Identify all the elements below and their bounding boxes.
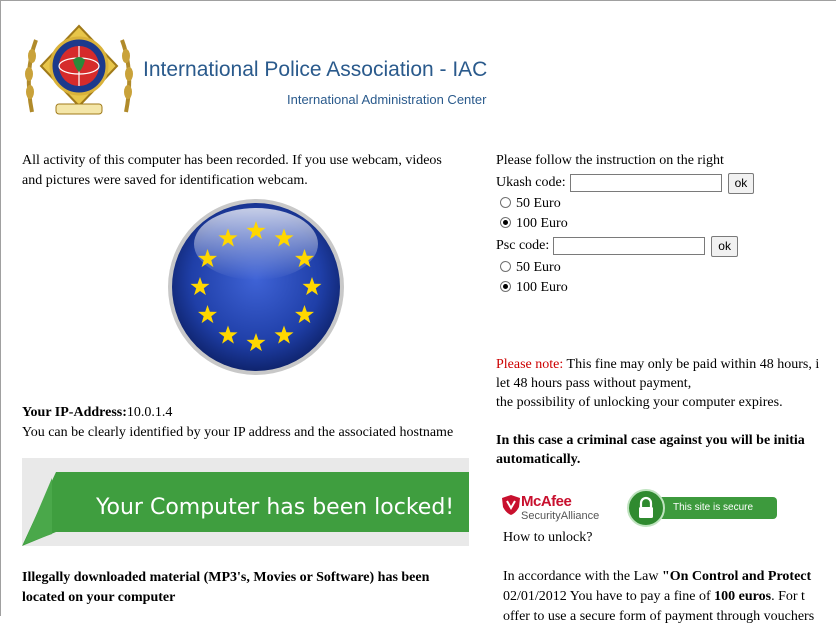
eu-flag-globe-icon [167, 198, 345, 376]
psc-code-input[interactable] [553, 237, 705, 255]
criminal-case-warning [496, 431, 836, 469]
ip-value: 10.0.1.4 [126, 405, 173, 420]
how-to-unlock: How to unlock? [503, 530, 593, 545]
mcafee-brand: McAfee [521, 493, 572, 510]
page-subtitle: International Administration Center [287, 92, 487, 107]
police-emblem-logo [20, 22, 138, 122]
intro-line-1: All activity of this computer has been recorded. If you use webcam, videos [22, 153, 442, 168]
psc-ok-button[interactable]: ok [711, 236, 738, 257]
ukash-ok-button[interactable]: ok [728, 173, 755, 194]
note-label: Please note: [496, 357, 564, 372]
locked-banner-text: Your Computer has been locked! [96, 495, 455, 520]
law-line-3: offer to use a secure form of payment through vouchers [503, 609, 815, 624]
law-line-2: 02/01/2012 You have to pay a fine of [503, 589, 715, 604]
psc-row [496, 235, 738, 257]
intro-text [22, 151, 442, 191]
law-name: "On Control and Protect [661, 569, 812, 584]
ukash-code-input[interactable] [570, 174, 722, 192]
ip-label: Your IP-Address: [22, 405, 127, 420]
intro-line-2: and pictures were saved for identification webcam. [22, 173, 308, 188]
illegal-line-2: located on your computer [22, 590, 176, 605]
mcafee-shield-icon [502, 495, 520, 515]
law-text [503, 567, 836, 627]
instruction-text: Please follow the instruction on the right [496, 153, 724, 168]
window-left-border [0, 0, 1, 616]
ip-block [22, 403, 453, 443]
law-line-2-suffix: . For t [771, 589, 805, 604]
ukash-label: Ukash code: [496, 175, 566, 190]
secure-badge-text: This site is secure [673, 502, 754, 513]
illegal-line-1: Illegally downloaded material (MP3's, Movies or Software) has been [22, 570, 430, 585]
ukash-row [496, 172, 754, 194]
psc-option-100[interactable]: 100 Euro [500, 278, 568, 298]
illegal-material-text [22, 568, 429, 608]
law-amount: 100 euros [714, 589, 772, 604]
psc-radio-50[interactable] [500, 261, 511, 272]
note-line-1: This fine may only be paid within 48 hours, i [563, 357, 820, 372]
psc-label: Psc code: [496, 238, 550, 253]
window-top-border [0, 0, 836, 1]
mcafee-sub: SecurityAlliance [521, 510, 600, 522]
note-line-2: let 48 hours pass without payment, [496, 376, 692, 391]
payment-note [496, 355, 836, 412]
psc-options [500, 258, 568, 298]
note-line-3: the possibility of unlocking your computer expires. [496, 395, 783, 410]
ukash-option-100[interactable]: 100 Euro [500, 214, 568, 234]
ukash-radio-50[interactable] [500, 197, 511, 208]
criminal-line-2: automatically. [496, 452, 581, 467]
law-prefix: In accordance with the Law [503, 569, 662, 584]
ip-note: You can be clearly identified by your IP address and the associated hostname [22, 425, 454, 440]
page-title: International Police Association - IAC [143, 58, 488, 81]
mcafee-logo [502, 493, 614, 525]
ukash-radio-100[interactable] [500, 217, 511, 228]
ukash-option-50[interactable]: 50 Euro [500, 194, 568, 214]
criminal-line-1: In this case a criminal case against you will be initia [496, 433, 805, 448]
psc-option-50[interactable]: 50 Euro [500, 258, 568, 278]
psc-radio-100[interactable] [500, 281, 511, 292]
ukash-options [500, 194, 568, 234]
